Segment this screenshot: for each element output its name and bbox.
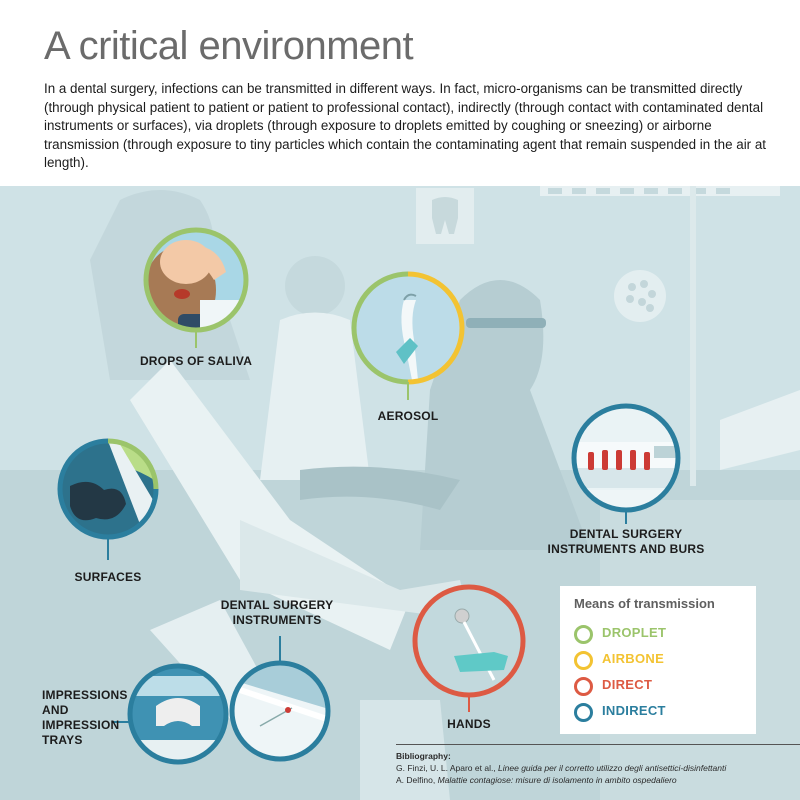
legend-label: AIRBONE (602, 651, 665, 666)
legend-label: INDIRECT (602, 703, 666, 718)
label-text: INSTRUMENTS (232, 613, 322, 627)
ring-icon (574, 703, 593, 722)
label-surfaces (58, 570, 158, 585)
page-title: A critical environment (44, 24, 414, 68)
label-text: IMPRESSION (42, 718, 120, 732)
label-text: INSTRUMENTS AND BURS (547, 542, 705, 556)
bibliography-heading: Bibliography: (396, 751, 451, 761)
intro-paragraph: In a dental surgery, infections can be transmitted in different ways. In fact, micro-organisms can be transmitted directly (through physical patient to patient or patient to professional contact), indirectly (through contact with contaminated dental instruments or surfaces), via droplets (through exposure to droplets emitted by coughing or sneezing) or airborne transmission (through exposure to tiny particles which contain the contaminating agent that remain suspended in the air at length). (44, 81, 767, 171)
label-dental-surgery-instruments (204, 598, 350, 628)
label-text: AND (42, 703, 69, 717)
legend-title: Means of transmission (574, 596, 715, 611)
legend (560, 586, 756, 734)
bibliography-ref-2 (396, 774, 800, 786)
ref-title: Linee guida per il corretto utilizzo degli antisettici-disinfettanti (498, 763, 727, 773)
label-text: SURFACES (74, 570, 142, 584)
header (0, 0, 800, 186)
label-impressions (42, 688, 142, 748)
ring-icon (574, 625, 593, 644)
bibliography-divider (396, 744, 800, 745)
label-text: DROPS OF SALIVA (139, 354, 253, 368)
label-text: DENTAL SURGERY (220, 598, 334, 612)
label-instruments-and-burs (536, 527, 716, 557)
bibliography-ref-1 (396, 762, 800, 774)
label-text: HANDS (447, 717, 491, 731)
label-hands (419, 717, 519, 732)
dental-lamp (614, 270, 666, 322)
ring-icon (574, 651, 593, 670)
ref-title: Malattie contagiose: misure di isolamento in ambito ospedaliero (437, 775, 677, 785)
label-text: IMPRESSIONS (42, 688, 128, 702)
bibliography (396, 750, 800, 786)
label-text: AEROSOL (377, 409, 439, 423)
ref-authors: G. Finzi, U. L. Aparo et al., (396, 763, 499, 773)
legend-label: DIRECT (602, 677, 653, 692)
ring-icon (574, 677, 593, 696)
label-drops-of-saliva (126, 354, 266, 369)
ref-authors: A. Delfino, (396, 775, 438, 785)
legend-label: DROPLET (602, 625, 667, 640)
label-aerosol (358, 409, 458, 424)
label-text: DENTAL SURGERY (569, 527, 683, 541)
label-text: TRAYS (42, 733, 83, 747)
